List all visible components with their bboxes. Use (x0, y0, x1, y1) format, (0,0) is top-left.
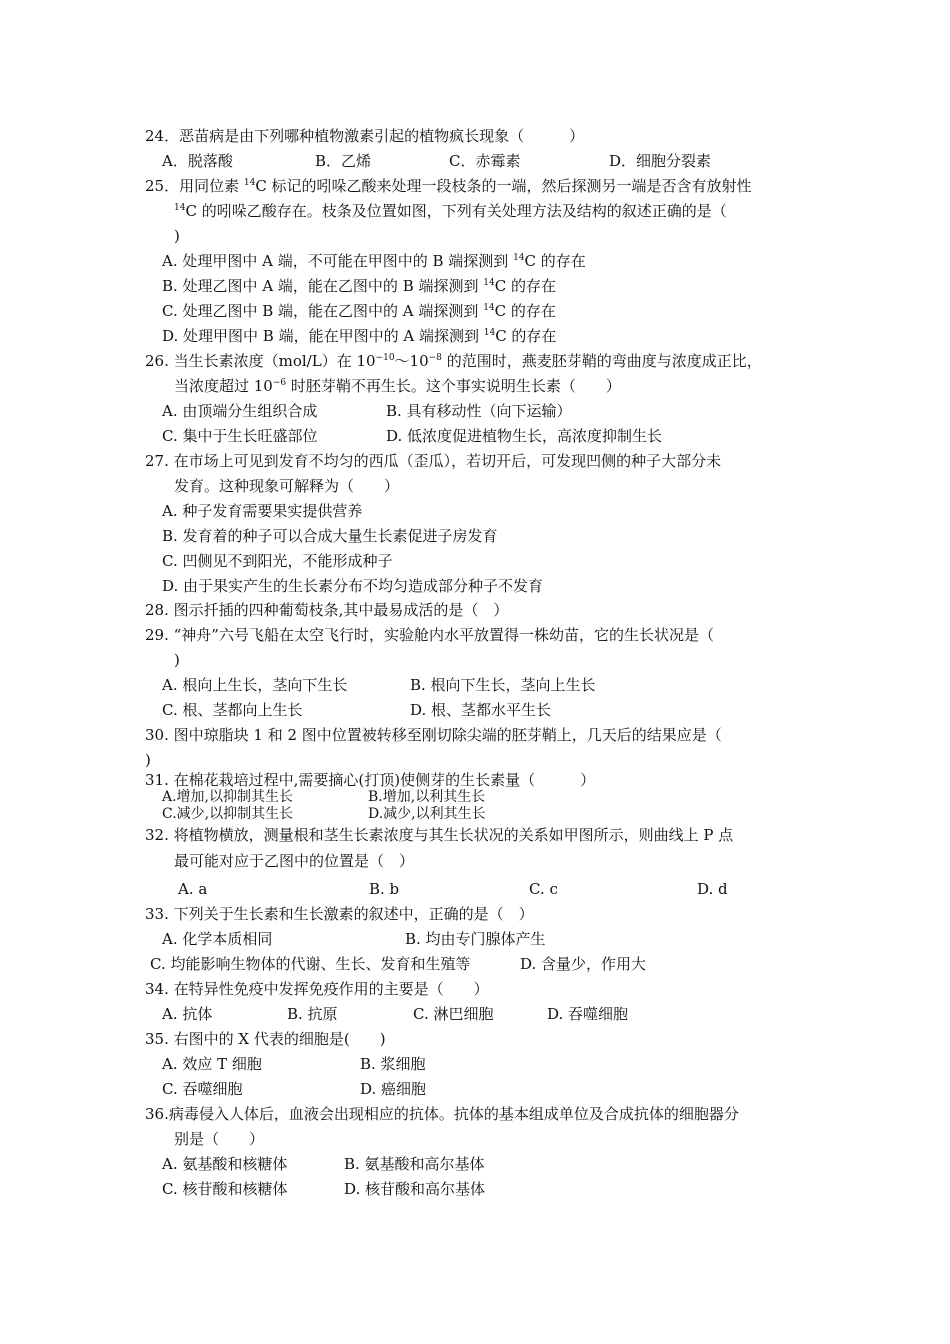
q36-option-c: C. 核苷酸和核糖体 (162, 1180, 288, 1198)
q36-option-a: A. 氨基酸和核糖体 (162, 1155, 288, 1173)
q32-option-b: B. b (369, 880, 400, 898)
q32-option-c: C. c (529, 880, 558, 898)
q29-option-d: D. 根、茎都水平生长 (410, 701, 552, 719)
q35-option-d: D. 癌细胞 (360, 1080, 427, 1098)
q26-option-a: A. 由顶端分生组织合成 (162, 402, 318, 420)
q34-option-c: C. 淋巴细胞 (413, 1005, 494, 1023)
q36-option-d: D. 核苷酸和高尔基体 (344, 1180, 486, 1198)
q25-stem-line3: ) (174, 227, 180, 245)
q25-option-a: A. 处理甲图中 A 端，不可能在甲图中的 B 端探测到 $^{14}$C 的存在 (162, 252, 586, 270)
q25-stem-line2: $^{14}$C 的吲哚乙酸存在。枝条及位置如图，下列有关处理方法及结构的叙述正确的是（ (174, 202, 727, 220)
q35-stem: 35. 右图中的 X 代表的细胞是( ) (145, 1030, 386, 1048)
q31-option-b: B.增加,以利其生长 (368, 789, 486, 805)
q30-stem-line1: 30. 图中琼脂块 1 和 2 图中位置被转移至刚切除尖端的胚芽鞘上，几天后的结果应是（ (145, 726, 722, 744)
q36-stem-line2: 别是（ ） (174, 1130, 265, 1148)
q35-option-a: A. 效应 T 细胞 (162, 1055, 262, 1073)
q29-option-c: C. 根、茎都向上生长 (162, 701, 303, 719)
q29-option-b: B. 根向下生长，茎向上生长 (410, 676, 596, 694)
q24-option-b: B．乙烯 (315, 152, 372, 170)
q36-option-b: B. 氨基酸和高尔基体 (344, 1155, 485, 1173)
q26-stem-line2: 当浓度超过 $10^{-6}$ 时胚芽鞘不再生长。这个事实说明生长素（ ） (174, 377, 621, 395)
q26-option-c: C. 集中于生长旺盛部位 (162, 427, 318, 445)
q35-option-c: C. 吞噬细胞 (162, 1080, 243, 1098)
q26-option-d: D. 低浓度促进植物生长，高浓度抑制生长 (386, 427, 663, 445)
q25-option-d: D. 处理甲图中 B 端，能在甲图中的 A 端探测到 $^{14}$C 的存在 (162, 327, 557, 345)
q34-option-d: D. 吞噬细胞 (547, 1005, 629, 1023)
q24-option-c: C．赤霉素 (449, 152, 521, 170)
q32-option-a: A. a (178, 880, 208, 898)
q33-option-c: C. 均能影响生物体的代谢、生长、发育和生殖等 (150, 955, 471, 973)
q24-option-d: D．细胞分裂素 (609, 152, 712, 170)
q25-option-b: B. 处理乙图中 A 端，能在乙图中的 B 端探测到 $^{14}$C 的存在 (162, 277, 556, 295)
q25-stem-line1: 25．用同位素 $^{14}$C 标记的吲哚乙酸来处理一段枝条的一端，然后探测另一端是否含有放射性 (145, 177, 752, 195)
q33-option-b: B. 均由专门腺体产生 (405, 930, 546, 948)
q34-option-b: B. 抗原 (287, 1005, 338, 1023)
q29-stem-line2: ) (174, 651, 180, 669)
q31-option-a: A.增加,以抑制其生长 (162, 789, 294, 805)
q31-option-c: C.减少,以抑制其生长 (162, 806, 294, 822)
q27-option-b: B. 发育着的种子可以合成大量生长素促进子房发育 (162, 527, 498, 545)
q26-option-b: B. 具有移动性（向下运输） (386, 402, 572, 420)
q26-stem-line1: 26. 当生长素浓度（mol/L）在 $10^{-10}\sim 10^{-8}$ 的范围时，燕麦胚芽鞘的弯曲度与浓度成正比， (145, 352, 762, 370)
q27-option-c: C. 凹侧见不到阳光，不能形成种子 (162, 552, 393, 570)
q31-stem: 31. 在棉花栽培过程中,需要摘心(打顶)使侧芽的生长素量（ ） (145, 771, 596, 789)
q28-stem: 28. 图示扦插的四种葡萄枝条,其中最易成活的是（ ） (145, 601, 509, 619)
q27-option-d: D. 由于果实产生的生长素分布不均匀造成部分种子不发育 (162, 577, 544, 595)
q24-option-a: A．脱落酸 (162, 152, 233, 170)
q33-option-d: D. 含量少，作用大 (520, 955, 647, 973)
q29-option-a: A. 根向上生长，茎向下生长 (162, 676, 348, 694)
q35-option-b: B. 浆细胞 (360, 1055, 426, 1073)
q27-stem-line2: 发育。这种现象可解释为（ ） (174, 477, 400, 495)
q31-option-d: D.减少,以利其生长 (368, 806, 486, 822)
q33-stem: 33. 下列关于生长素和生长激素的叙述中，正确的是（ ） (145, 905, 534, 923)
q36-stem-line1: 36.病毒侵入人体后，血液会出现相应的抗体。抗体的基本组成单位及合成抗体的细胞器分 (145, 1105, 739, 1123)
q27-option-a: A. 种子发育需要果实提供营养 (162, 502, 363, 520)
q32-option-d: D. d (697, 880, 728, 898)
q32-stem-line2: 最可能对应于乙图中的位置是（ ） (174, 852, 415, 870)
q29-stem-line1: 29. “神舟”六号飞船在太空飞行时，实验舱内水平放置得一株幼苗，它的生长状况是（ (145, 626, 714, 644)
q33-option-a: A. 化学本质相同 (162, 930, 273, 948)
q30-stem-line2: ) (145, 751, 151, 769)
q27-stem-line1: 27. 在市场上可见到发育不均匀的西瓜（歪瓜），若切开后，可发现凹侧的种子大部分未 (145, 452, 722, 470)
q24-stem: 24．恶苗病是由下列哪种植物激素引起的植物疯长现象（ ） (145, 127, 585, 145)
q34-option-a: A. 抗体 (162, 1005, 213, 1023)
q34-stem: 34. 在特异性免疫中发挥免疫作用的主要是（ ） (145, 980, 489, 998)
q25-option-c: C. 处理乙图中 B 端，能在乙图中的 A 端探测到 $^{14}$C 的存在 (162, 302, 556, 320)
q32-stem-line1: 32. 将植物横放，测量根和茎生长素浓度与其生长状况的关系如甲图所示，则曲线上 P 点 (145, 826, 734, 844)
